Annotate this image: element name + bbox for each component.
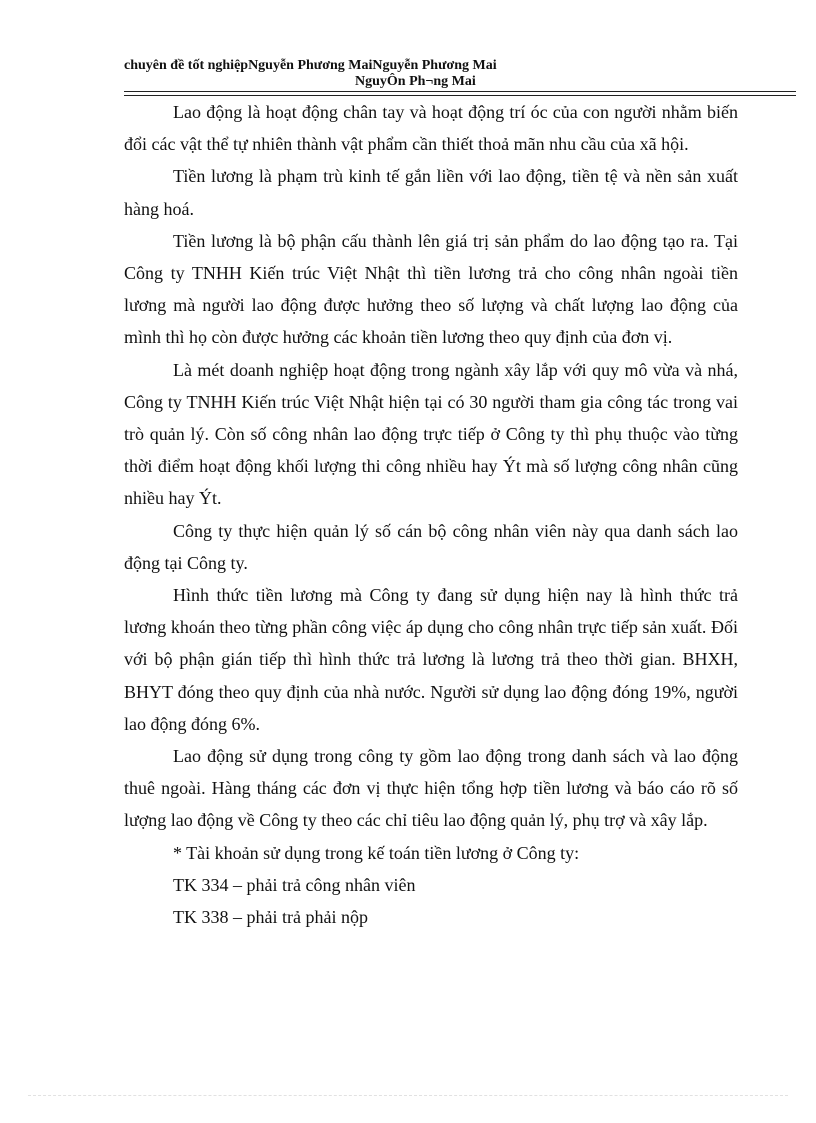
paragraph: Lao động sử dụng trong công ty gồm lao động trong danh sách và lao động thuê ngoài. Hàng tháng các đơn vị thực hiện tổng hợp tiền lương và báo cáo rõ số lượng lao động về Công ty theo các chỉ tiêu lao động quản lý, phụ trợ và xây lắp.: [124, 746, 738, 831]
page-bottom-divider: [28, 1095, 788, 1096]
header-author: NguyÔn Ph¬ng Mai: [355, 74, 476, 89]
account-item: TK 334 – phải trả công nhân viên: [173, 874, 416, 895]
paragraph: Công ty thực hiện quản lý số cán bộ công nhân viên này qua danh sách lao động tại Công ty.: [124, 520, 738, 573]
header-title: chuyên đề tốt nghiệpNguyễn Phương MaiNguyễn Phương Mai: [124, 58, 497, 73]
page-header: [124, 58, 796, 90]
paragraph: Tiền lương là bộ phận cấu thành lên giá trị sản phẩm do lao động tạo ra. Tại Công ty TNHH Kiến trúc Việt Nhật thì tiền lương trả cho công nhân ngoài tiền lương mà người lao động được hưởng theo số lượng và chất lượng lao động của mình thì họ còn được hưởng các khoản tiền lương theo quy định của đơn vị.: [124, 230, 738, 348]
paragraph: Hình thức tiền lương mà Công ty đang sử dụng hiện nay là hình thức trả lương khoán theo từng phần công việc áp dụng cho công nhân trực tiếp sản xuất. Đối với bộ phận gián tiếp thì hình thức trả lương là lương trả theo thời gian. BHXH, BHYT đóng theo quy định của nhà nước. Người sử dụng lao động đóng 19%, người lao động đóng 6%.: [124, 585, 738, 734]
paragraph: Tiền lương là phạm trù kinh tế gắn liền với lao động, tiền tệ và nền sản xuất hàng hoá.: [124, 166, 738, 219]
paragraph: Là mét doanh nghiệp hoạt động trong ngành xây lắp với quy mô vừa và nhá, Công ty TNHH Kiến trúc Việt Nhật hiện tại có 30 người tham gia công tác trong vai trò quản lý. Còn số công nhân lao động trực tiếp ở Công ty thì phụ thuộc vào từng thời điểm hoạt động khối lượng thi công nhiều hay Ýt mà số lượng công nhân cũng nhiều hay Ýt.: [124, 359, 738, 509]
header-rule-thick: [124, 91, 796, 92]
account-item: TK 338 – phải trả phải nộp: [173, 907, 368, 928]
accounts-heading: * Tài khoản sử dụng trong kế toán tiền lương ở Công ty:: [173, 842, 580, 863]
document-body: [124, 96, 738, 933]
paragraph: Lao động là hoạt động chân tay và hoạt động trí óc của con người nhằm biến đổi các vật thể tự nhiên thành vật phẩm cần thiết thoả mãn nhu cầu của xã hội.: [124, 102, 738, 155]
